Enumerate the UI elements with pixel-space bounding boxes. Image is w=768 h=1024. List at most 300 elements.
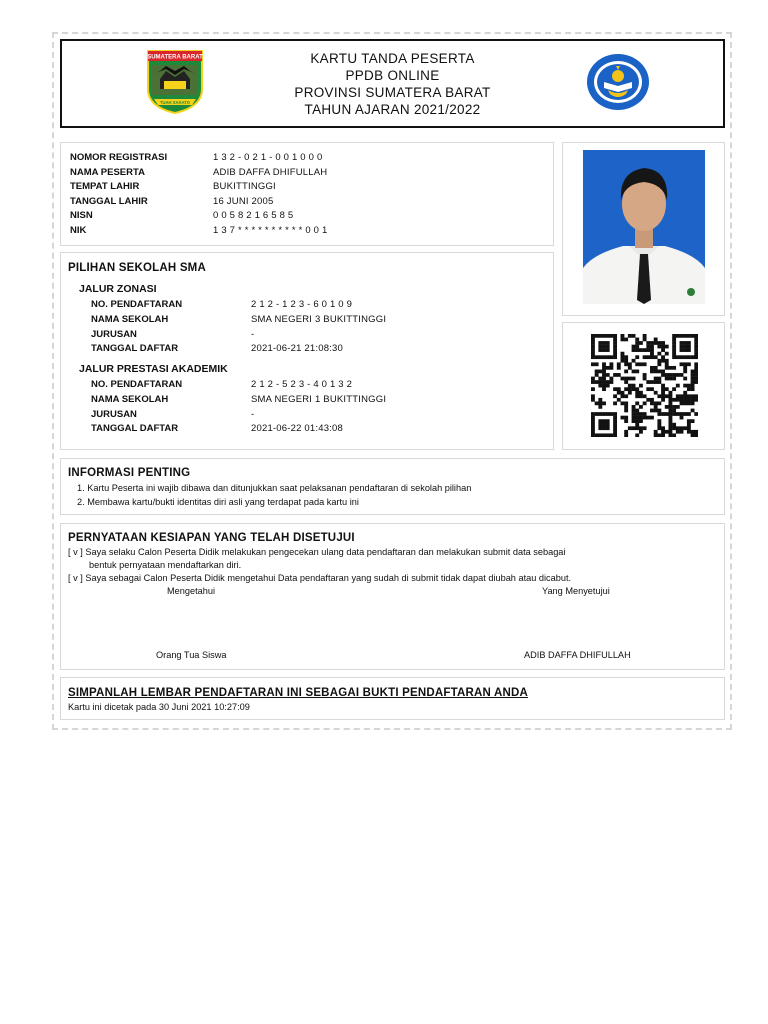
qr-module [646,345,650,349]
qr-module [632,348,636,352]
qr-module [621,401,625,405]
qr-module [657,394,661,398]
qr-module [687,384,691,388]
qr-module [672,423,676,427]
qr-module [606,380,610,384]
west-sumatra-province-emblem-icon [146,49,204,115]
emblem-ribbon-text: TUAH SAKATO [159,100,191,105]
qr-module [635,426,639,430]
qr-module [683,412,687,416]
qr-module [683,355,687,359]
qr-module [687,348,691,352]
qr-module [617,362,621,366]
qr-module [613,334,617,338]
qr-module [676,412,680,416]
qr-module [676,355,680,359]
qr-module [661,387,665,391]
qr-module [643,401,647,405]
qr-module [613,416,617,420]
qr-module [632,405,636,409]
qr-module [643,394,647,398]
identity-value: 16 JUNI 2005 [213,195,274,207]
qr-module [661,398,665,402]
qr-module [672,348,676,352]
qr-module [661,384,665,388]
qr-module [635,433,639,437]
qr-module [654,401,658,405]
qr-module [591,398,595,402]
qr-module [635,416,639,420]
qr-module [694,355,698,359]
qr-module [624,409,628,413]
qr-module [680,416,684,420]
qr-module [628,362,632,366]
qr-module [687,398,691,402]
qr-module [694,341,698,345]
qr-module [672,409,676,413]
qr-module [672,373,676,377]
qr-module [591,334,595,338]
qr-module [650,341,654,345]
qr-module [591,412,595,416]
qr-module [657,370,661,374]
qr-module [665,394,669,398]
qr-module [694,398,698,402]
qr-module [602,419,606,423]
qr-module [598,423,602,427]
qr-module [635,409,639,413]
qr-module [598,401,602,405]
qr-module [591,419,595,423]
qr-module [591,387,595,391]
qr-module [680,341,684,345]
qr-module [639,384,643,388]
statement-line: [ v ] Saya sebagai Calon Peserta Didik mengetahui Data pendaftaran yang sudah di submit tidak dapat diubah atau dicabut. [68,573,572,583]
route-value: 2 1 2 - 1 2 3 - 6 0 1 0 9 [251,299,353,310]
qr-module [639,430,643,434]
qr-module [624,433,628,437]
header-titles [294,50,490,118]
qr-module [643,373,647,377]
qr-module [632,359,636,363]
route-label: JURUSAN [91,408,137,420]
qr-module [595,412,599,416]
route-value: SMA NEGERI 1 BUKITTINGGI [251,393,387,405]
qr-module [668,433,672,437]
qr-module [694,394,698,398]
qr-module [635,423,639,427]
qr-module [624,416,628,420]
qr-module [676,394,680,398]
qr-module [609,377,613,381]
qr-module [632,370,636,374]
qr-module [624,377,628,381]
statement-panel [60,523,725,670]
qr-module [643,426,647,430]
qr-module [650,345,654,349]
route-label: NAMA SEKOLAH [91,393,169,405]
qr-module [635,401,639,405]
qr-module [602,334,606,338]
qr-module [683,391,687,395]
qr-module [694,348,698,352]
photo-panel [562,142,725,316]
qr-module [591,416,595,420]
qr-module [628,384,632,388]
qr-module [694,366,698,370]
qr-module [687,401,691,405]
qr-module [687,355,691,359]
qr-module [635,345,639,349]
qr-module [602,433,606,437]
qr-module [657,380,661,384]
qr-module [635,362,639,366]
qr-module [613,419,617,423]
qr-module [661,391,665,395]
qr-module [672,334,676,338]
qr-module [591,433,595,437]
qr-module [635,391,639,395]
header-title-line2: PPDB ONLINE [345,67,440,83]
qr-module [598,348,602,352]
route-row [91,378,541,393]
qr-module [613,341,617,345]
qr-module [665,430,669,434]
qr-module [602,348,606,352]
save-notice-title: SIMPANLAH LEMBAR PENDAFTARAN INI SEBAGAI BUKTI PENDAFTARAN ANDA [68,687,529,699]
qr-module [609,412,613,416]
qr-module [598,426,602,430]
qr-module [680,334,684,338]
qr-module [661,426,665,430]
qr-module [632,409,636,413]
qr-module [595,355,599,359]
save-notice-panel [60,677,725,720]
qr-module [617,391,621,395]
qr-module [591,338,595,342]
qr-module [661,355,665,359]
qr-module [657,341,661,345]
qr-module [680,430,684,434]
qr-module [639,426,643,430]
qr-module [654,341,658,345]
qr-module [595,433,599,437]
qr-module [672,412,676,416]
qr-module [694,380,698,384]
route-value: - [251,408,255,420]
qr-module [668,412,672,416]
qr-module [609,355,613,359]
qr-module [595,370,599,374]
qr-module [687,334,691,338]
qr-module [676,426,680,430]
identity-row [70,209,540,224]
identity-label: NISN [70,210,93,221]
signature-right-name: ADIB DAFFA DHIFULLAH [524,650,631,660]
qr-module [624,430,628,434]
qr-module [661,394,665,398]
qr-module [683,398,687,402]
qr-module [676,398,680,402]
qr-module [602,355,606,359]
qr-module [591,423,595,427]
qr-module [632,412,636,416]
qr-module [624,387,628,391]
identity-row [70,166,540,181]
qr-module [683,362,687,366]
identity-row [70,195,540,210]
qr-module [602,380,606,384]
qr-module [621,355,625,359]
qr-module [606,334,610,338]
qr-module [591,394,595,398]
qr-module [668,377,672,381]
qr-module [668,373,672,377]
qr-module [654,405,658,409]
signature-right-heading: Yang Menyetujui [542,586,610,596]
qr-module [613,352,617,356]
qr-module [598,380,602,384]
qr-module [606,433,610,437]
qr-module [657,423,661,427]
qr-module [635,394,639,398]
qr-module [668,366,672,370]
qr-module [683,348,687,352]
qr-module [694,362,698,366]
important-info-panel [60,458,725,515]
qr-module [654,366,658,370]
qr-module [691,433,695,437]
qr-module [657,362,661,366]
qr-module [650,370,654,374]
qr-module [691,334,695,338]
card-header [60,39,725,128]
qr-module [683,341,687,345]
qr-module [676,384,680,388]
qr-module [654,355,658,359]
qr-module [621,416,625,420]
qr-module [646,387,650,391]
route-row [91,298,541,313]
qr-module [635,412,639,416]
qr-module [668,423,672,427]
identity-row [70,151,540,166]
qr-module [672,377,676,381]
qr-module [672,426,676,430]
qr-module [624,362,628,366]
qr-module [687,426,691,430]
qr-module [613,355,617,359]
qr-module [598,377,602,381]
qr-module [624,380,628,384]
identity-label: NIK [70,224,87,236]
qr-module [672,405,676,409]
qr-module [606,423,610,427]
qr-module [602,377,606,381]
qr-module [665,377,669,381]
qr-module [635,387,639,391]
qr-module [613,373,617,377]
qr-module [683,394,687,398]
qr-module [624,419,628,423]
qr-module [654,380,658,384]
qr-module [650,398,654,402]
qr-module [668,416,672,420]
qr-module [632,377,636,381]
qr-module [665,362,669,366]
qr-module [591,348,595,352]
qr-module [632,387,636,391]
qr-module [683,345,687,349]
qr-module [621,394,625,398]
qr-module [680,412,684,416]
qr-module [598,398,602,402]
qr-module [687,430,691,434]
qr-module [591,355,595,359]
route-label: JURUSAN [91,328,137,340]
route-label: NAMA SEKOLAH [91,313,169,325]
qr-module [694,373,698,377]
qr-module [665,366,669,370]
header-title-line3: PROVINSI SUMATERA BARAT [294,84,491,100]
identity-value: BUKITTINGGI [213,181,276,192]
qr-module [602,384,606,388]
qr-module [609,380,613,384]
qr-module [639,348,643,352]
route-label: NO. PENDAFTARAN [91,299,183,310]
qr-module [668,430,672,434]
qr-module [683,377,687,381]
qr-module [609,433,613,437]
qr-module [687,394,691,398]
qr-module [621,338,625,342]
qr-module [613,433,617,437]
qr-module [643,377,647,381]
route-row [91,342,541,357]
qr-module [635,355,639,359]
header-title-line4: TAHUN AJARAN 2021/2022 [304,101,481,117]
qr-module [632,416,636,420]
important-info-item: 2. Membawa kartu/bukti identitas diri asli yang terdapat pada kartu ini [77,497,359,507]
identity-value: 1 3 2 - 0 2 1 - 0 0 1 0 0 0 [213,152,323,163]
identity-label: TANGGAL LAHIR [70,195,148,207]
qr-module [624,370,628,374]
qr-module [606,373,610,377]
qr-module [691,430,695,434]
qr-module [683,334,687,338]
qr-module [617,387,621,391]
qr-module [672,341,676,345]
qr-module [683,384,687,388]
qr-module [650,352,654,356]
qr-module [613,394,617,398]
route-label: NO. PENDAFTARAN [91,379,183,390]
qr-module [613,348,617,352]
qr-module [665,412,669,416]
qr-module [613,430,617,434]
qr-module [632,345,636,349]
qr-module [639,405,643,409]
qr-module [694,433,698,437]
qr-module [621,377,625,381]
qr-module [654,370,658,374]
qr-module [639,412,643,416]
qr-module [665,359,669,363]
qr-module [680,426,684,430]
qr-module [624,338,628,342]
qr-module [694,334,698,338]
qr-module [609,334,613,338]
qr-module [632,419,636,423]
qr-module [635,419,639,423]
qr-module [680,355,684,359]
qr-module [694,352,698,356]
qr-module [628,391,632,395]
qr-module [621,334,625,338]
qr-module [687,345,691,349]
qr-module [628,334,632,338]
qr-module [654,377,658,381]
qr-module [598,355,602,359]
important-info-title: INFORMASI PENTING [68,467,191,479]
qr-module [668,426,672,430]
qr-module [665,387,669,391]
qr-module [661,373,665,377]
qr-module [687,412,691,416]
qr-module [680,394,684,398]
qr-module [606,366,610,370]
qr-module [591,341,595,345]
qr-module [613,401,617,405]
qr-module [613,387,617,391]
qr-module [595,373,599,377]
qr-module [606,384,610,388]
qr-module [672,352,676,356]
qr-module [595,380,599,384]
qr-module [639,416,643,420]
qr-module [591,430,595,434]
qr-module [668,391,672,395]
qr-module [650,348,654,352]
qr-module [621,359,625,363]
qr-module [657,377,661,381]
qr-module [657,401,661,405]
qr-module [676,405,680,409]
route-row [91,422,541,437]
qr-module [668,401,672,405]
qr-module [691,384,695,388]
qr-module [598,334,602,338]
qr-module [665,373,669,377]
qr-module [661,341,665,345]
qr-module [643,348,647,352]
qr-module [635,348,639,352]
qr-module [606,341,610,345]
qr-module [643,362,647,366]
identity-panel [60,142,554,246]
qr-module [668,405,672,409]
qr-module [609,362,613,366]
qr-module [628,426,632,430]
qr-module [694,377,698,381]
qr-module [683,426,687,430]
qr-module [628,366,632,370]
qr-module [661,433,665,437]
important-info-item: 1. Kartu Peserta ini wajib dibawa dan ditunjukkan saat pelaksanan pendaftaran di sekolah pilihan [77,483,472,493]
qr-module [613,426,617,430]
route-row [91,408,541,423]
qr-module [694,345,698,349]
